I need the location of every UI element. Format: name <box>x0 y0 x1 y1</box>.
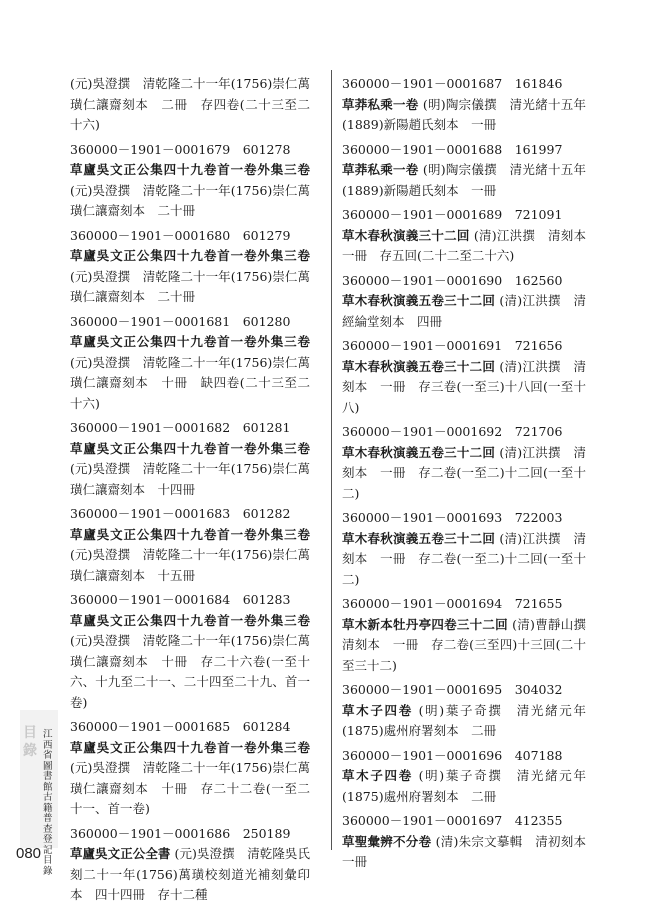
entry-id: 360000－1901－0001685 601284 <box>70 719 291 734</box>
catalog-entry <box>70 717 310 820</box>
entry-title: 草廬吳文正公集四十九卷首一卷外集三卷 <box>70 739 310 755</box>
entry-title: 草廬吳文正公集四十九卷首一卷外集三卷 <box>70 526 310 542</box>
catalog-entry <box>342 594 599 676</box>
entry-id: 360000－1901－0001686 250189 <box>70 825 291 841</box>
entry-title: 草廬吳文正公集四十九卷首一卷外集三卷 <box>70 248 310 263</box>
entry-body: (元)吳澄撰 清乾隆二十一年(1756)崇仁萬璜仁讓齋刻本 十五冊 <box>70 547 310 583</box>
entry-id: 360000－1901－0001695 304032 <box>342 682 563 697</box>
entry-body: (元)吳澄撰 清乾隆二十一年(1756)崇仁萬璜仁讓齋刻本 十冊 存二十二卷(一至二十一、首一卷) <box>70 760 310 816</box>
entry-body: (清)江洪撰 清刻本 一冊 存二卷(一至二)十二回(一至十二) <box>342 530 586 587</box>
catalog-entry <box>70 590 310 713</box>
entry-title: 草木春秋演義五卷三十二回 <box>342 444 496 460</box>
entry-title: 草木子四卷 <box>342 702 413 718</box>
catalog-entry <box>70 226 310 308</box>
catalog-entry <box>70 504 310 586</box>
entry-body: (明)葉子奇撰 清光緒元年(1875)處州府署刻本 二冊 <box>342 768 586 804</box>
catalog-entry <box>342 205 599 267</box>
catalog-entry <box>342 422 586 504</box>
entry-id: 360000－1901－0001692 721706 <box>342 424 563 439</box>
entry-id: 360000－1901－0001689 721091 <box>342 207 563 222</box>
entry-id: 360000－1901－0001690 162560 <box>342 272 563 288</box>
entry-title: 草木春秋演義五卷三十二回 <box>342 293 496 308</box>
entry-id: 360000－1901－0001693 722003 <box>342 510 563 525</box>
entry-title: 草廬吳文正公集四十九卷首一卷外集三卷 <box>70 612 310 628</box>
entry-body: (元)吳澄撰 清乾隆二十一年(1756)崇仁萬璜仁讓齋刻本 十冊 缺四卷(二十三至二十六) <box>70 354 310 411</box>
entry-title: 草木春秋演義五卷三十二回 <box>342 358 496 374</box>
entry-body: (明)葉子奇撰 清光緒元年(1875)處州府署刻本 二冊 <box>342 702 586 738</box>
catalog-entry <box>342 140 586 202</box>
entry-title: 草聖彙辨不分卷 <box>342 833 432 849</box>
catalog-entry <box>342 811 599 873</box>
entry-id: 360000－1901－0001694 721655 <box>342 596 563 611</box>
catalog-entry <box>342 746 586 808</box>
entry-id: 360000－1901－0001687 161846 <box>342 76 563 91</box>
left-column <box>70 74 310 910</box>
entry-body: (清)江洪撰 清刻本 一冊 存五回(二十二至二十六) <box>342 227 599 263</box>
entry-id: 360000－1901－0001688 161997 <box>342 141 563 157</box>
entry-body: (清)江洪撰 清刻本 一冊 存二卷(一至二)十二回(一至十二) <box>342 444 586 501</box>
entry-title: 草木春秋演義三十二回 <box>342 227 470 243</box>
entry-id: 360000－1901－0001682 601281 <box>70 420 291 435</box>
entry-title: 草廬吳文正公集四十九卷首一卷外集三卷 <box>70 162 310 177</box>
side-tab-watermark: 目錄 <box>23 725 37 759</box>
entry-body: (元)吳澄撰 清乾隆吳氏刻二十一年(1756)萬璜校刻道光補刻彙印本 四十四冊 存十二種 <box>70 846 310 902</box>
entry-id: 360000－1901－0001691 721656 <box>342 338 563 353</box>
entry-id: 360000－1901－0001684 601283 <box>70 592 291 607</box>
right-column <box>342 74 599 877</box>
entry-title: 草廬吳文正公集四十九卷首一卷外集三卷 <box>70 440 310 456</box>
entry-id: 360000－1901－0001679 601278 <box>70 141 291 157</box>
entry-title: 草廬吳文正公全書 <box>70 846 171 861</box>
entry-body: (元)吳澄撰 清乾隆二十一年(1756)崇仁萬璜仁讓齋刻本 二冊 存四卷(二十三至二十六) <box>70 76 310 132</box>
entry-body: (明)陶宗儀撰 清光緒十五年(1889)新陽趙氏刻本 一冊 <box>342 96 586 132</box>
entry-body: (清)朱宗文摹輯 清初刻本 一冊 <box>342 833 599 869</box>
catalog-entry <box>70 74 310 136</box>
catalog-entry <box>70 824 310 906</box>
side-tab-label: 江西省圖書館古籍普查登記目錄 <box>43 729 53 877</box>
entry-title: 草廬吳文正公集四十九卷首一卷外集三卷 <box>70 334 310 349</box>
entry-body: (元)吳澄撰 清乾隆二十一年(1756)崇仁萬璜仁讓齋刻本 十冊 存二十六卷(一至十六、十九至二十一、二十四至二十九、首一卷) <box>70 633 310 710</box>
entry-id: 360000－1901－0001681 601280 <box>70 313 291 329</box>
entry-title: 草莽私乘一卷 <box>342 96 419 112</box>
entry-title: 草木新本牡丹亭四卷三十二回 <box>342 616 508 632</box>
entry-body: (明)陶宗儀撰 清光緒十五年(1889)新陽趙氏刻本 一冊 <box>342 162 586 198</box>
entry-body: (清)曹靜山撰 清刻本 一冊 存二卷(三至四)十三回(二十至三十二) <box>342 616 599 673</box>
entry-body: (元)吳澄撰 清乾隆二十一年(1756)崇仁萬璜仁讓齋刻本 二十冊 <box>70 268 310 304</box>
catalog-entry <box>70 418 310 500</box>
entry-body: (元)吳澄撰 清乾隆二十一年(1756)崇仁萬璜仁讓齋刻本 十四冊 <box>70 461 310 497</box>
entry-body: (元)吳澄撰 清乾隆二十一年(1756)崇仁萬璜仁讓齋刻本 二十冊 <box>70 182 310 218</box>
catalog-entry <box>70 312 310 415</box>
catalog-entry <box>342 508 586 590</box>
page-number: 080 <box>16 845 42 862</box>
column-divider <box>331 70 332 850</box>
entry-id: 360000－1901－0001683 601282 <box>70 506 291 521</box>
entry-body: (清)江洪撰 清經綸堂刻本 四冊 <box>342 293 586 329</box>
catalog-entry <box>342 74 586 136</box>
entry-id: 360000－1901－0001697 412355 <box>342 813 563 828</box>
catalog-entry <box>70 140 310 222</box>
entry-id: 360000－1901－0001696 407188 <box>342 747 563 763</box>
catalog-entry <box>342 680 586 742</box>
entry-title: 草木子四卷 <box>342 768 413 783</box>
catalog-entry <box>342 336 586 418</box>
catalog-entry <box>342 271 586 333</box>
entry-title: 草莽私乘一卷 <box>342 162 419 177</box>
entry-body: (清)江洪撰 清刻本 一冊 存三卷(一至三)十八回(一至十八) <box>342 358 586 415</box>
entry-title: 草木春秋演義五卷三十二回 <box>342 530 496 546</box>
entry-id: 360000－1901－0001680 601279 <box>70 227 291 243</box>
